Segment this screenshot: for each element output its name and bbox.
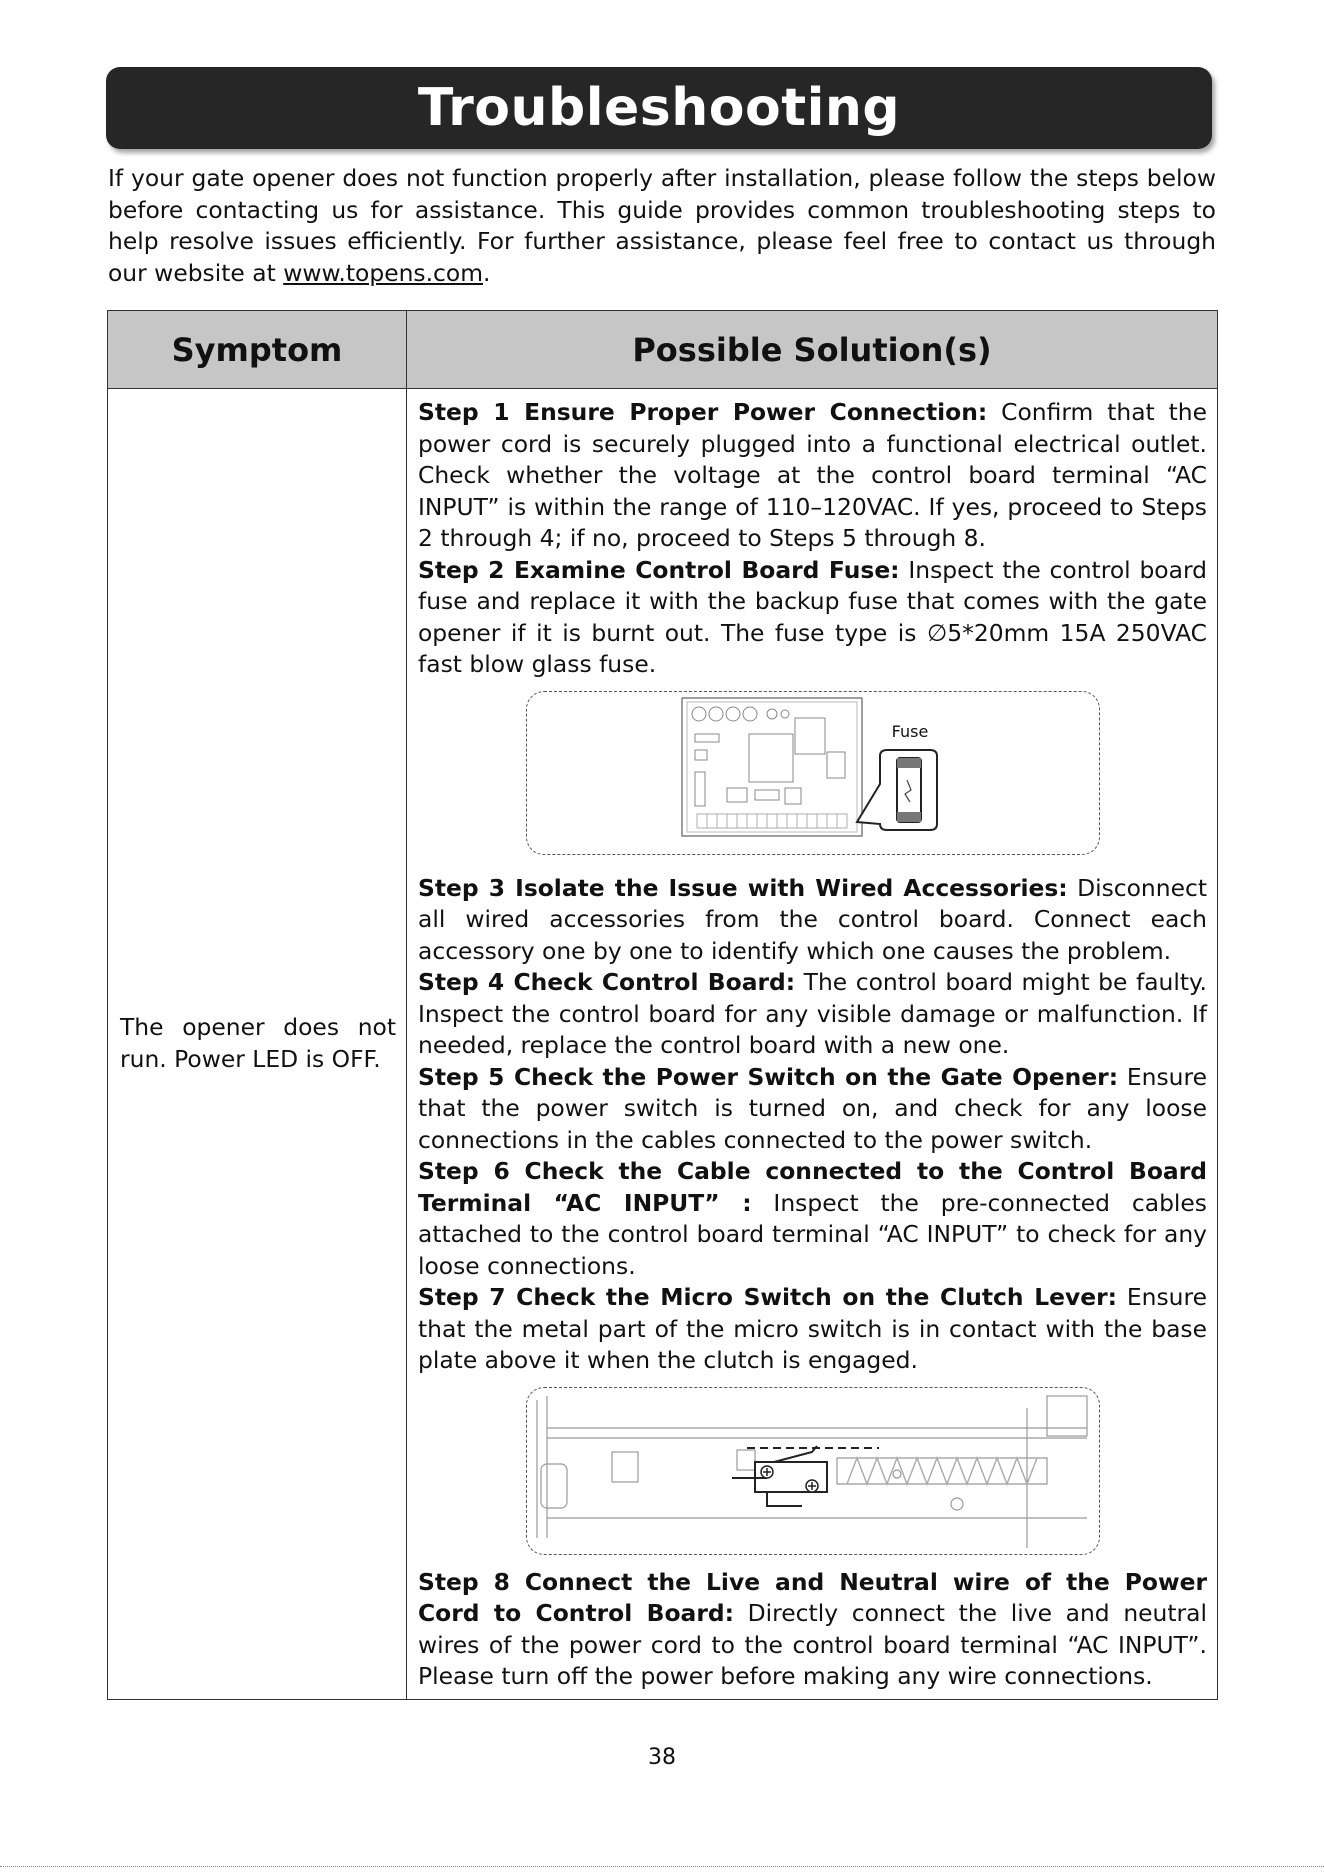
symptom-header: Symptom — [108, 311, 407, 389]
step-text: Ensure that the metal part of the micro switch is in contact with the base plate above it when the clutch is engaged. — [418, 1283, 1207, 1374]
step-text: Inspect the control board fuse and replace it with the backup fuse that comes with the gate opener if it is burnt out. The fuse type is ∅5*20mm 15A 250VAC fast blow glass fuse. — [418, 555, 1207, 678]
page-number: 38 — [648, 1745, 676, 1770]
symptom-cell: The opener does not run. Power LED is OFF. — [108, 389, 407, 1700]
intro-paragraph: If your gate opener does not function properly after installation, please follow the steps below before contacting us for assistance. This guide provides common troubleshooting steps to help resolve issues efficiently. For further assistance, please feel free to contact us through our website at www.topens.com. — [108, 164, 1216, 287]
step-title: Step 2 Examine Control Board Fuse: — [418, 555, 900, 584]
table-header-row — [108, 311, 1218, 389]
fuse-label: Fuse — [891, 721, 928, 741]
intro-text: If your gate opener does not function properly after installation, please follow the steps below before contacting us for assistance. This guide provides common troubleshooting steps to help resolve issues efficiently. For further assistance, please feel free to contact us through our website at — [108, 164, 1216, 287]
page-title: Troubleshooting — [417, 78, 901, 138]
step-text: The control board might be faulty. Inspect the control board for any visible damage or malfunction. If needed, replace the control board with a new one. — [418, 968, 1207, 1059]
step-title: Step 4 Check Control Board: — [418, 968, 796, 996]
step-text: Disconnect all wired accessories from the control board. Connect each accessory one by one to identify which one causes the problem. — [418, 873, 1208, 965]
step-5 — [418, 1062, 1207, 1157]
step-4 — [418, 967, 1207, 1062]
step-title: Step 1 Ensure Proper Power Connection: — [418, 398, 988, 426]
step-text: Confirm that the power cord is securely plugged into a functional electrical outlet. Check whether the voltage at the control board terminal “AC INPUT” is within the range of 110–120VAC. If yes, proceed to Steps 2 through 4; if no, proceed to Steps 5 through 8. — [418, 398, 1207, 552]
step-7 — [418, 1282, 1207, 1377]
step-title: Step 7 Check the Micro Switch on the Clutch Lever: — [418, 1283, 1117, 1311]
step-3 — [418, 873, 1207, 968]
step-6 — [418, 1156, 1207, 1282]
troubleshooting-table — [107, 310, 1218, 1700]
step-text: Ensure that the power switch is turned on, and check for any loose connections in the cables connected to the power switch. — [418, 1062, 1207, 1154]
control-board-illustration — [527, 692, 1099, 854]
micro-switch-illustration — [527, 1388, 1099, 1554]
website-link[interactable]: www.topens.com — [283, 258, 483, 287]
control-board-fuse-figure — [526, 691, 1100, 855]
bottom-border — [0, 1866, 1324, 1867]
solutions-cell — [407, 389, 1218, 1700]
table-row — [108, 389, 1218, 1700]
step-8 — [418, 1567, 1207, 1693]
micro-switch-figure — [526, 1387, 1100, 1555]
step-title: Step 8 Connect the Live and Neutral wire of the Power Cord to Control Board: — [418, 1567, 1207, 1627]
step-title: Step 5 Check the Power Switch on the Gate Opener: — [418, 1062, 1119, 1091]
step-title: Step 6 Check the Cable connected to the Control Board Terminal “AC INPUT” : — [418, 1157, 1207, 1217]
step-text: Directly connect the live and neutral wires of the power cord to the control board terminal “AC INPUT”. Please turn off the power before making any wire connections. — [418, 1599, 1208, 1690]
step-2 — [418, 555, 1207, 681]
step-1 — [418, 397, 1207, 555]
solutions-header: Possible Solution(s) — [407, 311, 1218, 389]
step-title: Step 3 Isolate the Issue with Wired Accessories: — [418, 873, 1068, 902]
title-banner — [106, 67, 1212, 149]
step-text: Inspect the pre-connected cables attached to the control board terminal “AC INPUT” to check for any loose connections. — [418, 1188, 1207, 1280]
